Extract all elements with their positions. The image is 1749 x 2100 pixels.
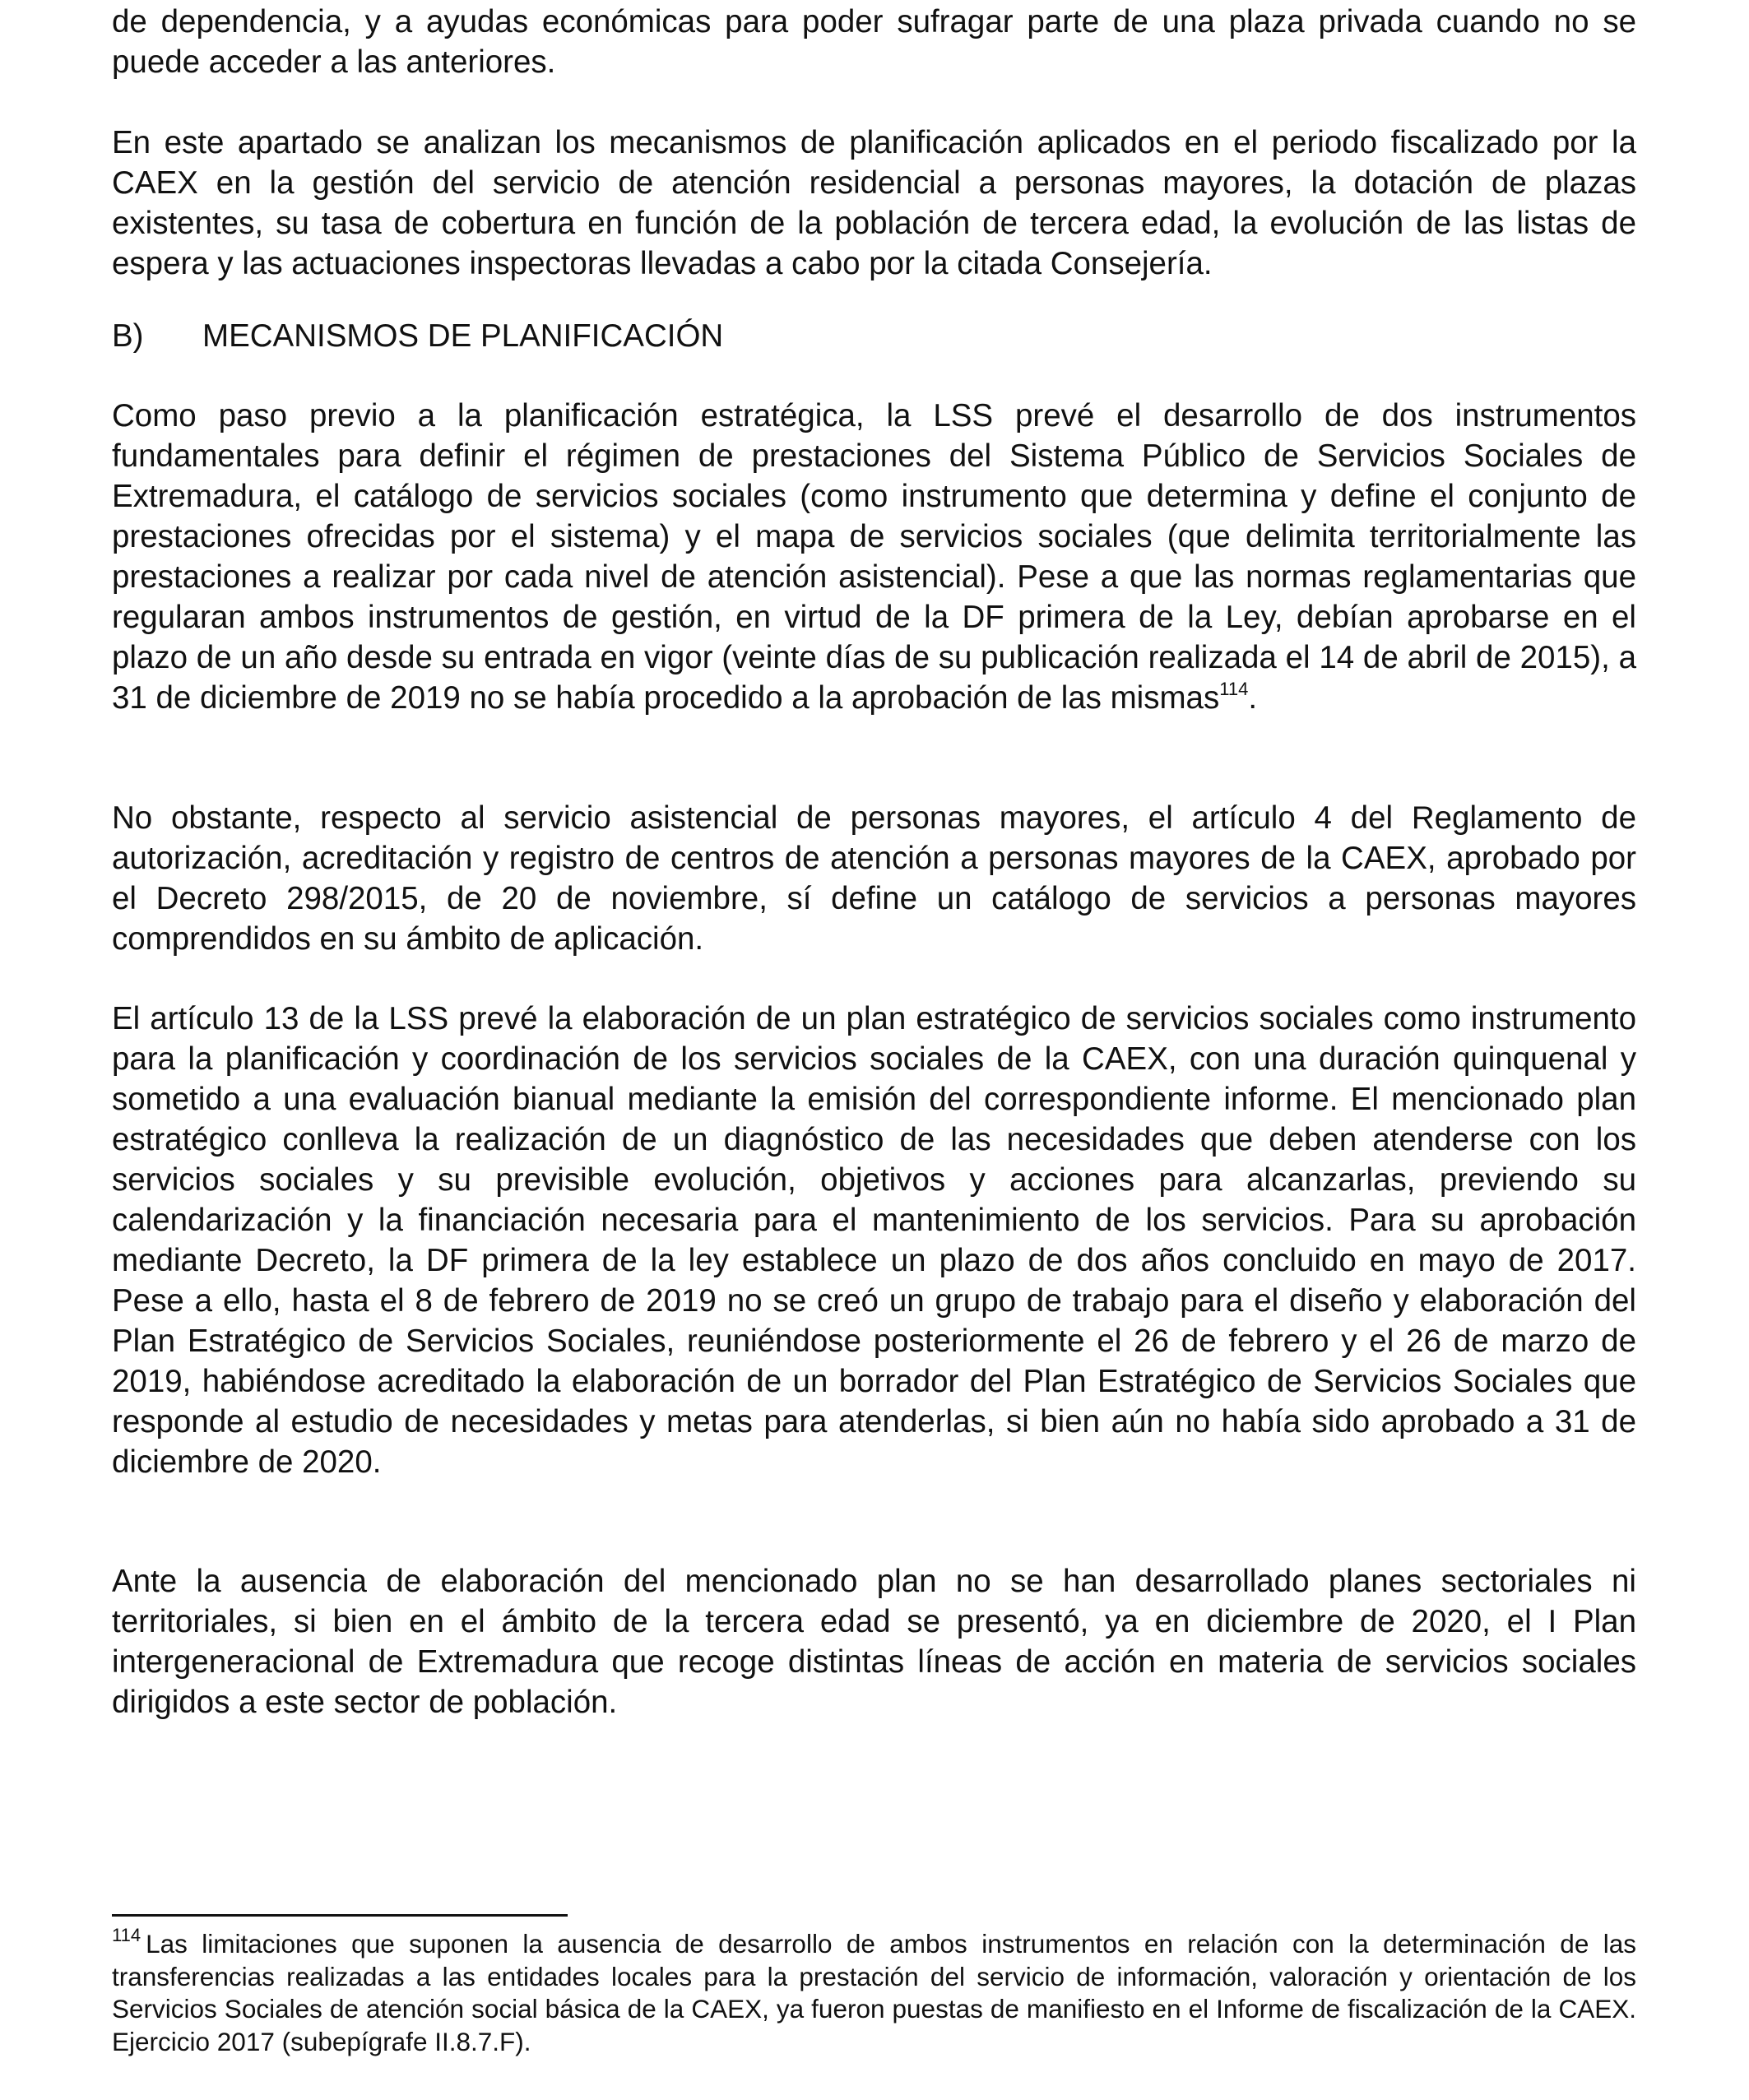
footnote-separator [112, 1914, 568, 1917]
paragraph-articulo-13: El artículo 13 de la LSS prevé la elaboración de un plan estratégico de servicios sociales como instrumento para la planificación y coordinación de los servicios sociales de la CAEX, con una duración quinquenal y sometido a una evaluación bianual mediante la emisión del correspondiente informe. El mencionado plan estratégico conlleva la realización de un diagnóstico de las necesidades que deben atenderse con los servicios sociales y su previsible evolución, objetivos y acciones para alcanzarlas, previendo su calendarización y la financiación necesaria para el mantenimiento de los servicios. Para su aprobación mediante Decreto, la DF primera de la ley establece un plazo de dos años concluido en mayo de 2017. Pese a ello, hasta el 8 de febrero de 2019 no se creó un grupo de trabajo para el diseño y elaboración del Plan Estratégico de Servicios Sociales, reuniéndose posteriormente el 26 de febrero y el 26 de marzo de 2019, habiéndose acreditado la elaboración de un borrador del Plan Estratégico de Servicios Sociales que responde al estudio de necesidades y metas para atenderlas, si bien aún no había sido aprobado a 31 de diciembre de 2020. [112, 1001, 1636, 1480]
footnote [112, 1925, 1636, 2058]
paragraph-reglamento: No obstante, respecto al servicio asistencial de personas mayores, el artículo 4 del Reglamento de autorización, acreditación y registro de centros de atención a personas mayores de la CAEX, aprobado por el Decreto 298/2015, de 20 de noviembre, sí define un catálogo de servicios a personas mayores comprendidos en su ámbito de aplicación. [112, 800, 1636, 957]
paragraph-lss-text: Como paso previo a la planificación estratégica, la LSS prevé el desarrollo de dos instrumentos fundamentales para definir el régimen de prestaciones del Sistema Público de Servicios Sociales de Extremadura, el catálogo de servicios sociales (como instrumento que determina y define el conjunto de prestaciones ofrecidas por el sistema) y el mapa de servicios sociales (que delimita territorialmente las prestaciones a realizar por cada nivel de atención asistencial). Pese a que las normas reglamentarias que regularan ambos instrumentos de gestión, en virtud de la DF primera de la Ley, debían aprobarse en el plazo de un año desde su entrada en vigor (veinte días de su publicación realizada el 14 de abril de 2015), a 31 de diciembre de 2019 no se había procedido a la aprobación de las mismas [112, 398, 1636, 716]
paragraph-lss [112, 396, 1636, 718]
footnote-reference: 114 [1219, 679, 1249, 699]
paragraph-lss-end: . [1248, 680, 1258, 716]
section-heading-letter: B) [112, 318, 144, 354]
paragraph-ausencia-plan: Ante la ausencia de elaboración del mencionado plan no se han desarrollado planes sectoriales ni territoriales, si bien en el ámbito de la tercera edad se presentó, ya en diciembre de 2020, el I Plan intergeneracional de Extremadura que recoge distintas líneas de acción en materia de servicios sociales dirigidos a este sector de población. [112, 1564, 1636, 1720]
footnote-text: Las limitaciones que suponen la ausencia de desarrollo de ambos instrumentos en relación con la determinación de las transferencias realizadas a las entidades locales para la prestación del servicio de información, valoración y orientación de los Servicios Sociales de atención social básica de la CAEX, ya fueron puestas de manifiesto en el Informe de fiscalización de la CAEX. Ejercicio 2017 (subepígrafe II.8.7.F). [112, 1929, 1636, 2056]
section-heading-title: MECANISMOS DE PLANIFICACIÓN [202, 318, 724, 354]
section-heading [112, 316, 1636, 356]
paragraph-intro-fragment: de dependencia, y a ayudas económicas para poder sufragar parte de una plaza privada cuando no se puede acceder a las anteriores. [112, 4, 1636, 80]
footnote-number: 114 [112, 1925, 141, 1945]
paragraph-scope: En este apartado se analizan los mecanismos de planificación aplicados en el periodo fiscalizado por la CAEX en la gestión del servicio de atención residencial a personas mayores, la dotación de plazas existentes, su tasa de cobertura en función de la población de tercera edad, la evolución de las listas de espera y las actuaciones inspectoras llevadas a cabo por la citada Consejería. [112, 125, 1636, 281]
